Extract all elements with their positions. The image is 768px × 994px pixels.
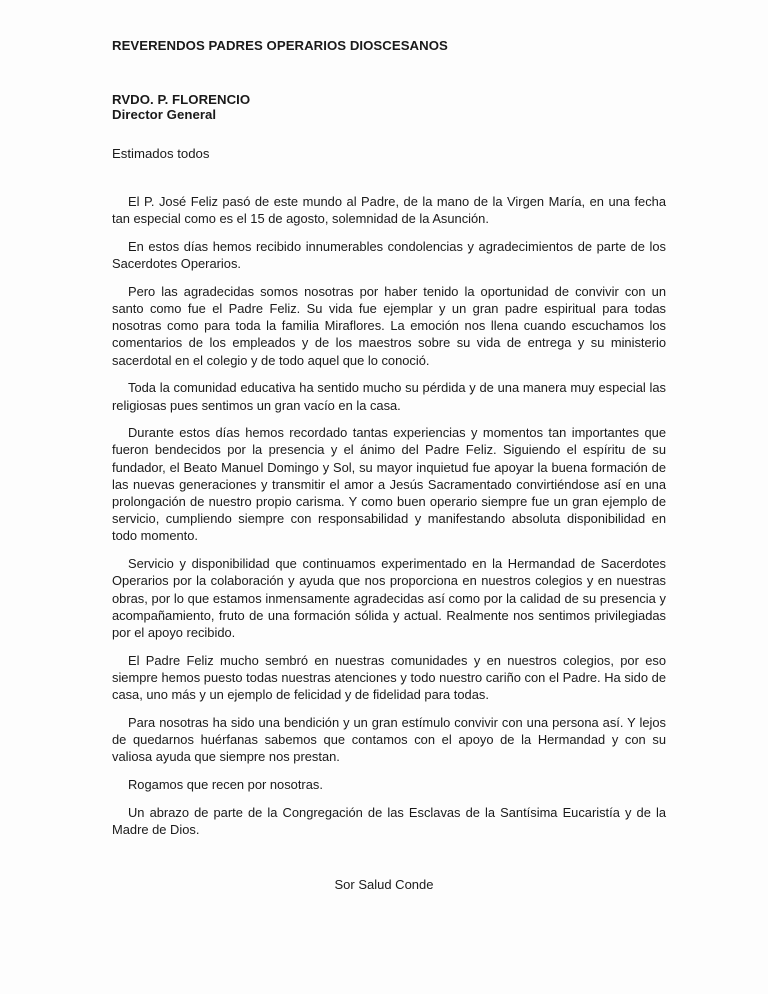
signature: Sor Salud Conde [334,877,434,892]
recipient-role: Director General [112,107,217,122]
paragraph-1: El P. José Feliz pasó de este mundo al Padre, de la mano de la Virgen María, en una fecha tan especial como es el 15 de agosto, solemnidad de la Asunción. [112,194,666,227]
paragraph-5: Durante estos días hemos recordado tantas experiencias y momentos tan importantes que fueron bendecidos por la presencia y el ánimo del Padre Feliz. Siguiendo el espíritu de su fundador, el Beato Manuel Domingo y Sol, su mayor inquietud fue apoyar la buena formación de las nuevas generaciones y transmitir el amor a Jesús Sacramentado convirtiéndose así en una prolongación de nuestro propio carisma. Y como buen operario siempre fue un gran ejemplo de servicio, cumpliendo siempre con responsabilidad y manifestando absoluta disponibilidad en todo momento. [112,425,666,544]
paragraph-3: Pero las agradecidas somos nosotras por haber tenido la oportunidad de convivir con un santo como fue el Padre Feliz. Su vida fue ejemplar y un gran padre espiritual para todas nosotras como para toda la familia Miraflores. La emoción nos llena cuando escuchamos los comentarios de los empleados y de los maestros sobre su vida de entrega y su ministerio sacerdotal en el colegio y de todo aquel que lo conoció. [112,283,666,368]
paragraph-4: Toda la comunidad educativa ha sentido mucho su pérdida y de una manera muy especial las religiosas pues sentimos un gran vacío en la casa. [112,380,666,413]
letter-header: REVERENDOS PADRES OPERARIOS DIOSCESANOS [112,38,448,53]
paragraph-2: En estos días hemos recibido innumerables condolencias y agradecimientos de parte de los Sacerdotes Operarios. [112,238,666,272]
greeting: Estimados todos [112,146,210,161]
paragraph-8: Para nosotras ha sido una bendición y un gran estímulo convivir con una persona así. Y lejos de quedarnos huérfanas sabemos que contamos con el apoyo de la Hermandad y con su valiosa ayuda que siempre nos prestan. [112,714,666,765]
paragraph-6: Servicio y disponibilidad que continuamos experimentado en la Hermandad de Sacerdotes Operarios por la colaboración y ayuda que nos proporciona en nuestros colegios y en nuestras obras, por lo que estamos inmensamente agradecidas así como por la calidad de su presencia y acompañamiento, fruto de una formación sólida y actual. Realmente nos sentimos privilegiadas por el apoyo recibido. [112,556,666,640]
recipient-name: RVDO. P. FLORENCIO [112,92,251,107]
paragraph-7: El Padre Feliz mucho sembró en nuestras comunidades y en nuestros colegios, por eso siempre hemos puesto todas nuestras atenciones y todo nuestro cariño con el Padre. Ha sido de casa, uno más y un ejemplo de felicidad y de fidelidad para todas. [112,652,666,703]
letter-body [112,193,666,849]
paragraph-10: Un abrazo de parte de la Congregación de las Esclavas de la Santísima Eucaristía y de la Madre de Dios. [112,804,666,837]
paragraph-9: Rogamos que recen por nosotras. [128,776,323,792]
